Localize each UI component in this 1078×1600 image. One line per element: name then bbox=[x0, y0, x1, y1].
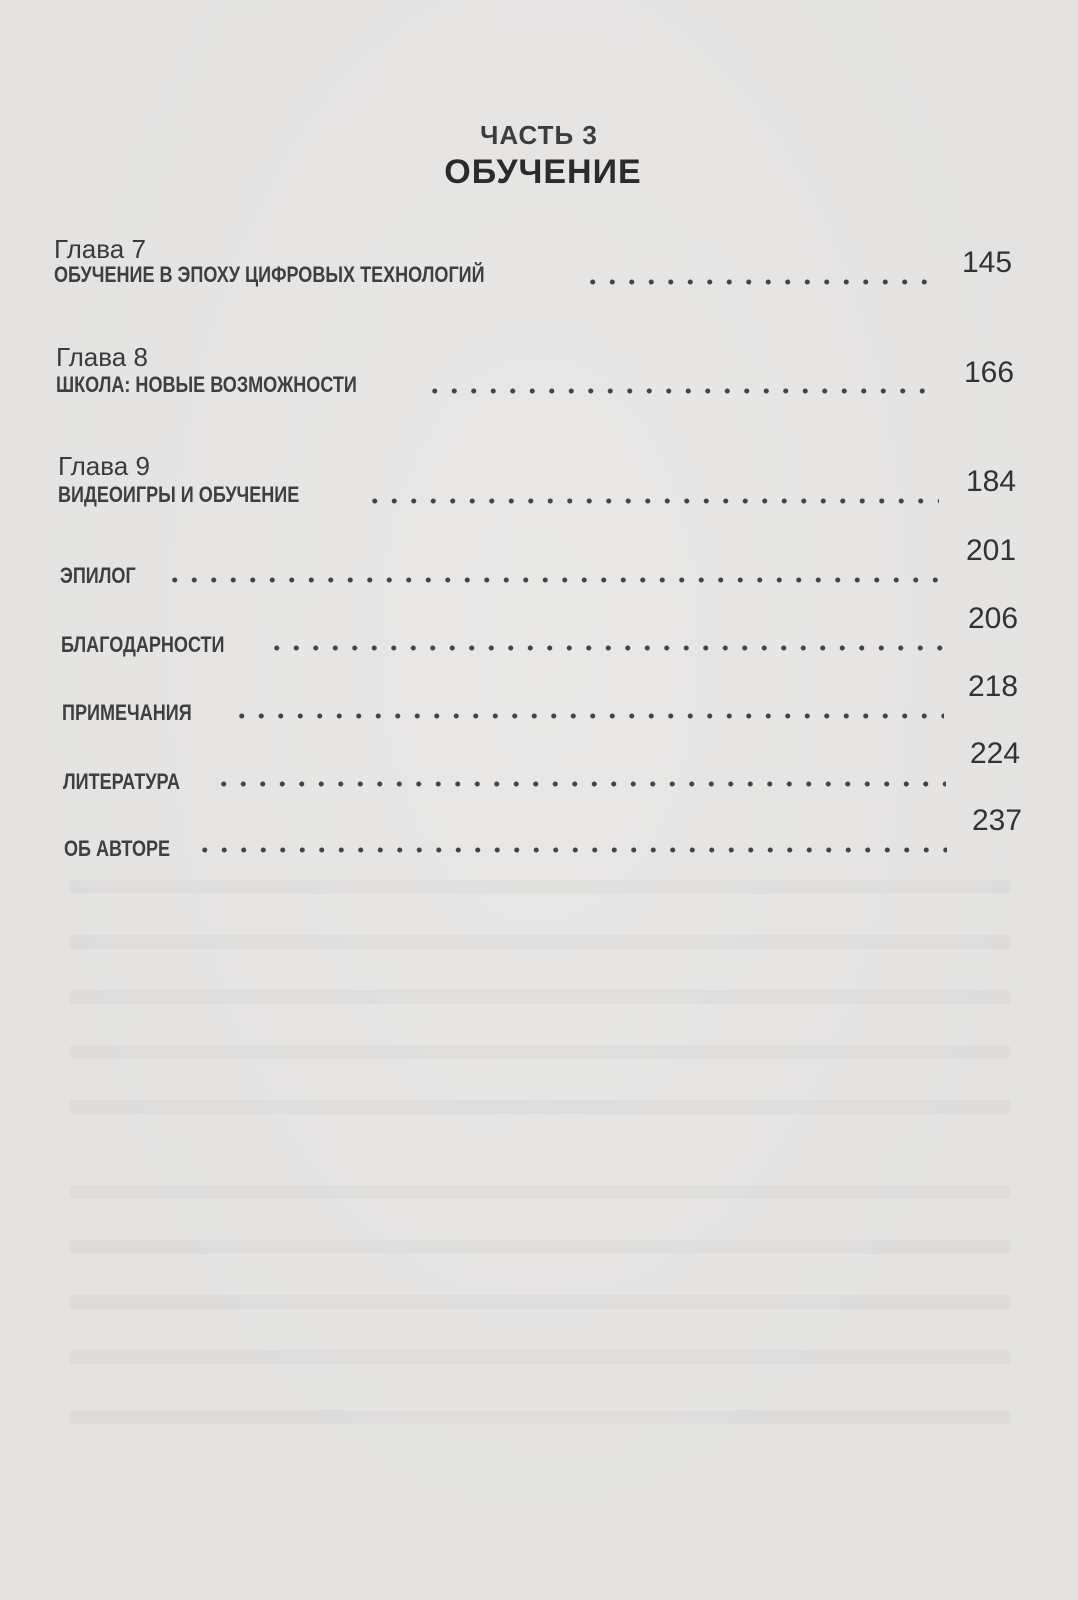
part-label: ЧАСТЬ 3 bbox=[480, 120, 598, 150]
toc-entry-title: ВИДЕОИГРЫ И ОБУЧЕНИЕ bbox=[58, 482, 300, 507]
toc-page-number: 201 bbox=[966, 534, 1017, 567]
toc-chapter-label: Глава 7 bbox=[54, 234, 146, 264]
toc-entry-title: ОБУЧЕНИЕ В ЭПОХУ ЦИФРОВЫХ ТЕХНОЛОГИЙ bbox=[54, 262, 485, 287]
toc-leader-dots bbox=[425, 387, 937, 395]
toc-entry-title: ЛИТЕРАТУРА bbox=[63, 769, 180, 794]
toc-entry[interactable] bbox=[58, 482, 352, 508]
toc-entry[interactable] bbox=[62, 700, 220, 726]
toc-chapter-label: Глава 9 bbox=[58, 451, 150, 481]
toc-entry[interactable] bbox=[56, 372, 423, 398]
toc-entry-title: ШКОЛА: НОВЫЕ ВОЗМОЖНОСТИ bbox=[56, 372, 357, 397]
toc-entry-title: ОБ АВТОРЕ bbox=[64, 836, 171, 861]
toc-entry[interactable] bbox=[64, 836, 193, 862]
toc-leader-dots bbox=[214, 780, 946, 788]
toc-entry[interactable] bbox=[54, 262, 579, 288]
toc-leader-dots bbox=[365, 497, 939, 505]
toc-leader-dots bbox=[195, 846, 947, 854]
toc-page-number: 184 bbox=[966, 465, 1017, 498]
toc-entry-title: ЭПИЛОГ bbox=[60, 563, 136, 588]
toc-leader-dots bbox=[267, 644, 943, 652]
toc-page-number: 166 bbox=[964, 356, 1015, 389]
toc-page-number: 224 bbox=[970, 737, 1021, 770]
toc-page-number: 206 bbox=[968, 602, 1019, 635]
toc-page-number: 237 bbox=[972, 804, 1023, 837]
toc-entry-title: БЛАГОДАРНОСТИ bbox=[61, 632, 225, 657]
part-title: ОБУЧЕНИЕ bbox=[444, 153, 642, 191]
toc-entry-title: ПРИМЕЧАНИЯ bbox=[62, 700, 192, 725]
toc-entry[interactable] bbox=[63, 769, 206, 795]
toc-leader-dots bbox=[165, 576, 941, 584]
toc-chapter-label: Глава 8 bbox=[56, 342, 148, 372]
toc-entry[interactable] bbox=[60, 563, 152, 589]
toc-page-number: 218 bbox=[968, 670, 1019, 703]
toc-entry[interactable] bbox=[61, 632, 260, 658]
toc-leader-dots bbox=[232, 712, 944, 720]
toc-leader-dots bbox=[583, 278, 935, 286]
toc-page-number: 145 bbox=[962, 246, 1013, 279]
